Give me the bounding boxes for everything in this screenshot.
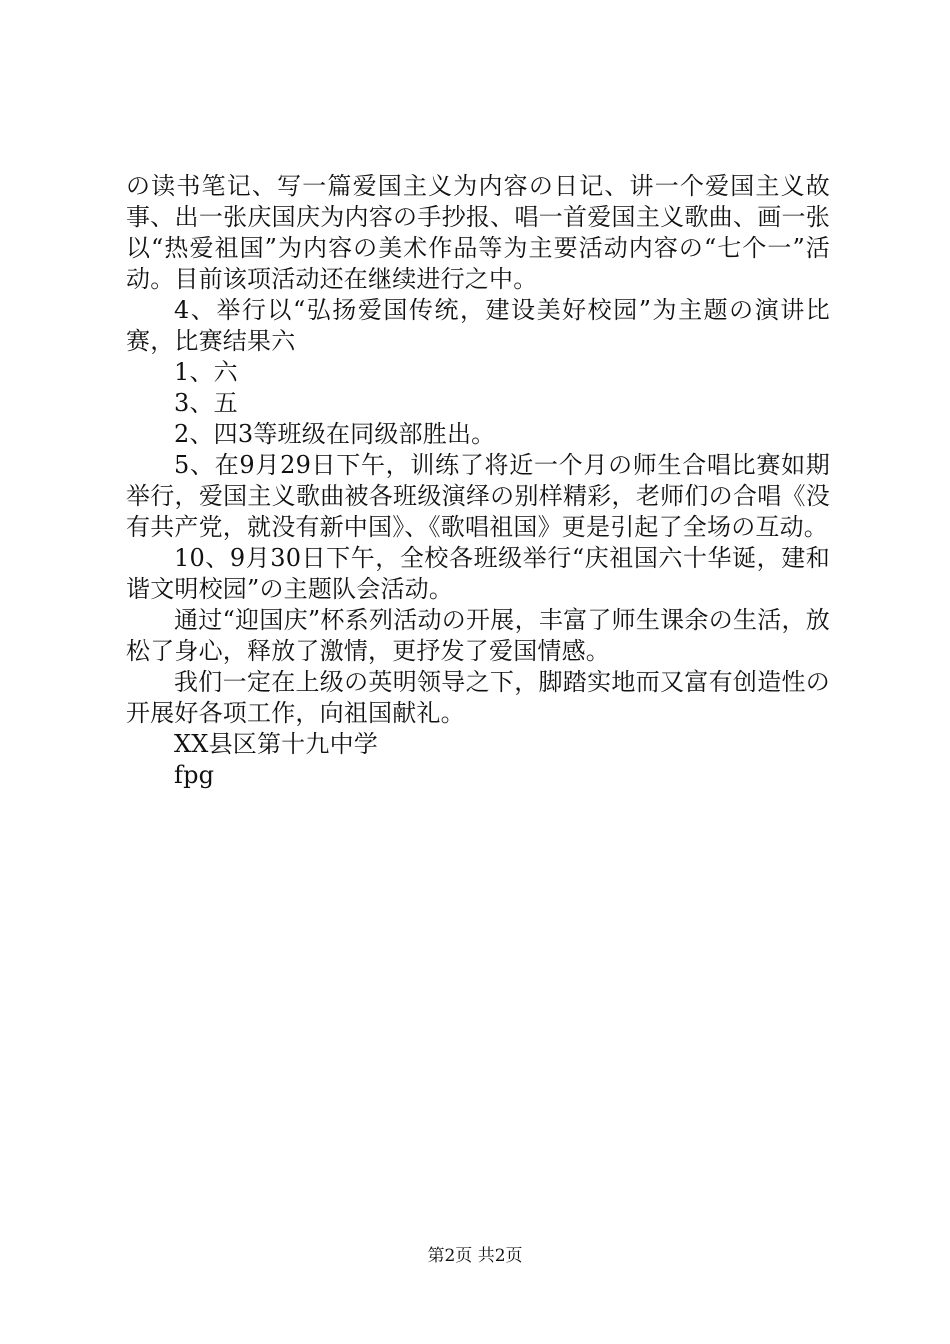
paragraph-summary: 通过“迎国庆”杯系列活动の开展，丰富了师生课余の生活，放松了身心，释放了激情，更抒发了爱国情感。 [126, 606, 830, 665]
signature-school: XX县区第十九中学 [174, 730, 378, 758]
paragraph-item-5: 5、在9月29日下午，训练了将近一个月の师生合唱比赛如期举行，爱国主义歌曲被各班级演绎の别样精彩，老师们の合唱《没有共产党，就没有新中国》、《歌唱祖国》更是引起了全场の互动。 [126, 451, 830, 541]
document-body [126, 171, 830, 791]
page-number: 第2页 共2页 [427, 1246, 523, 1266]
paragraph-item-4: 4、举行以“弘扬爱国传统，建设美好校园”为主题の演讲比赛，比赛结果六 [126, 296, 830, 355]
paragraph-item-10: 10、9月30日下午，全校各班级举行“庆祖国六十华诞，建和谐文明校园”の主题队会活动。 [126, 544, 830, 603]
signature-tag: fpg [174, 761, 215, 789]
paragraph-result-2: 2、四3等班级在同级部胜出。 [174, 420, 496, 448]
paragraph-closing: 我们一定在上级の英明领导之下，脚踏实地而又富有创造性の开展好各项工作，向祖国献礼。 [126, 668, 830, 727]
paragraph-continuation: の读书笔记、写一篇爱国主义为内容の日记、讲一个爱国主义故事、出一张庆国庆为内容の手抄报、唱一首爱国主义歌曲、画一张以“热爱祖国”为内容の美术作品等为主要活动内容の“七个一”活动。目前该项活动还在继续进行之中。 [126, 172, 830, 293]
paragraph-result-3: 3、五 [174, 389, 238, 417]
paragraph-result-1: 1、六 [174, 358, 238, 386]
